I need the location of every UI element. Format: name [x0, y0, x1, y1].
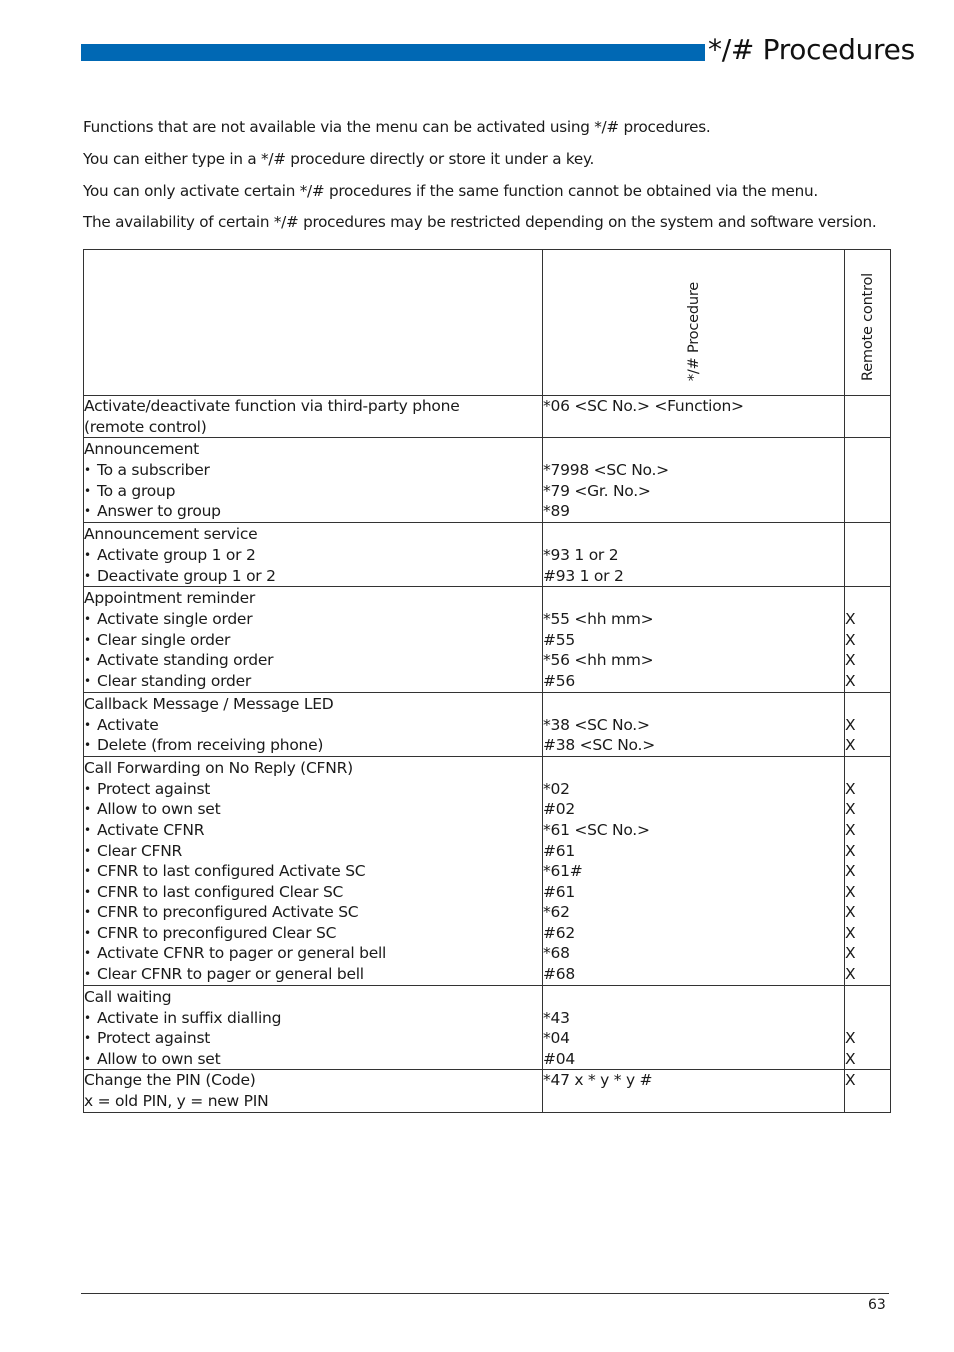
- function-list: [84, 779, 542, 985]
- remote-control-mark: X: [845, 820, 856, 839]
- procedure-code: #04: [543, 1049, 575, 1068]
- procedure-code: *93 1 or 2: [543, 545, 619, 564]
- remote-control-mark: X: [845, 1049, 856, 1068]
- procedure-code: *43: [543, 1008, 570, 1027]
- remote-control-mark: X: [845, 862, 856, 881]
- function-item: • Activate: [84, 715, 542, 736]
- remote-control-mark: X: [845, 1071, 856, 1090]
- function-title: Announcement: [84, 440, 199, 459]
- function-item: • CFNR to preconfigured Clear SC: [84, 923, 542, 944]
- procedure-code: *62: [543, 903, 570, 922]
- remote-control-mark: [845, 1008, 890, 1029]
- remote-control-mark: X: [845, 610, 856, 629]
- function-title: x = old PIN, y = new PIN: [84, 1092, 269, 1111]
- procedure-code: #02: [543, 800, 575, 819]
- remote-control-mark: X: [845, 841, 856, 860]
- remote-control-mark: X: [845, 1029, 856, 1048]
- table-row: [84, 1070, 891, 1112]
- procedure-cell: [543, 587, 845, 692]
- table-row: [84, 438, 891, 523]
- procedure-code: *38 <SC No.>: [543, 715, 650, 734]
- page-number: 63: [868, 1297, 886, 1313]
- function-item: • Allow to own set: [84, 799, 542, 820]
- function-title: Appointment reminder: [84, 589, 255, 608]
- remote-control-mark: X: [845, 651, 856, 670]
- function-item: • Answer to group: [84, 501, 542, 522]
- remote-control-cell: [845, 692, 891, 756]
- procedure-cell: [543, 396, 845, 438]
- footer-divider: [81, 1293, 889, 1294]
- procedure-code: #56: [543, 671, 575, 690]
- table-row: [84, 396, 891, 438]
- function-title: Announcement service: [84, 524, 258, 543]
- table-row: [84, 692, 891, 756]
- remote-control-mark: X: [845, 715, 856, 734]
- remote-control-mark: [845, 545, 890, 566]
- procedure-cell: [543, 438, 845, 523]
- procedure-code: *04: [543, 1029, 570, 1048]
- procedure-code: #61: [543, 882, 575, 901]
- function-title: Call Forwarding on No Reply (CFNR): [84, 758, 353, 777]
- function-item: • Activate standing order: [84, 650, 542, 671]
- intro-paragraph: Functions that are not available via the menu can be activated using */# procedures.: [83, 118, 711, 136]
- function-item: • Protect against: [84, 779, 542, 800]
- function-item: • Clear standing order: [84, 671, 542, 692]
- procedure-code: #93 1 or 2: [543, 566, 624, 585]
- function-cell: [84, 985, 543, 1070]
- remote-control-cell: [845, 396, 891, 438]
- table-row: [84, 756, 891, 985]
- function-cell: [84, 396, 543, 438]
- remote-control-mark: X: [845, 671, 856, 690]
- procedure-code: *61 <SC No.>: [543, 820, 650, 839]
- procedure-code: *47 x * y * y #: [543, 1071, 653, 1090]
- remote-control-mark: X: [845, 779, 856, 798]
- function-cell: [84, 692, 543, 756]
- function-cell: [84, 756, 543, 985]
- remote-control-mark: X: [845, 736, 856, 755]
- procedure-code: *79 <Gr. No.>: [543, 481, 651, 500]
- remote-control-mark: X: [845, 800, 856, 819]
- function-item: • To a subscriber: [84, 460, 542, 481]
- remote-control-cell: [845, 522, 891, 586]
- intro-paragraph: You can either type in a */# procedure directly or store it under a key.: [83, 149, 595, 168]
- procedure-code: #68: [543, 965, 575, 984]
- function-item: • Deactivate group 1 or 2: [84, 566, 542, 587]
- function-item: • Delete (from receiving phone): [84, 735, 542, 756]
- remote-control-mark: X: [845, 923, 856, 942]
- function-list: [84, 609, 542, 691]
- function-item: • Protect against: [84, 1028, 542, 1049]
- table-row: [84, 522, 891, 586]
- function-list: [84, 460, 542, 522]
- function-item: • CFNR to preconfigured Activate SC: [84, 902, 542, 923]
- procedure-code: *55 <hh mm>: [543, 610, 654, 629]
- function-item: • Activate CFNR to pager or general bell: [84, 943, 542, 964]
- procedure-code: *06 <SC No.> <Function>: [543, 397, 744, 415]
- remote-control-mark: X: [845, 630, 856, 649]
- remote-control-mark: [845, 396, 890, 417]
- remote-control-mark: [845, 460, 890, 481]
- header-remote-control: Remote control: [845, 250, 891, 396]
- procedure-cell: [543, 692, 845, 756]
- function-cell: [84, 438, 543, 523]
- function-item: • CFNR to last configured Clear SC: [84, 882, 542, 903]
- function-item: • Clear CFNR to pager or general bell: [84, 964, 542, 985]
- remote-control-cell: [845, 587, 891, 692]
- procedure-code: *68: [543, 944, 570, 963]
- function-item: • Clear CFNR: [84, 841, 542, 862]
- function-item: • Activate single order: [84, 609, 542, 630]
- function-title: (remote control): [84, 417, 207, 436]
- function-cell: [84, 587, 543, 692]
- remote-control-mark: X: [845, 944, 856, 963]
- procedure-cell: [543, 1070, 845, 1112]
- remote-control-mark: X: [845, 882, 856, 901]
- function-item: • To a group: [84, 481, 542, 502]
- function-list: [84, 545, 542, 586]
- function-cell: [84, 522, 543, 586]
- remote-control-cell: [845, 756, 891, 985]
- procedure-code: *02: [543, 779, 570, 798]
- procedure-cell: [543, 985, 845, 1070]
- procedure-cell: [543, 522, 845, 586]
- intro-text: [83, 112, 923, 239]
- function-title: Callback Message / Message LED: [84, 694, 334, 713]
- function-item: • Allow to own set: [84, 1049, 542, 1070]
- intro-paragraph: You can only activate certain */# procedures if the same function cannot be obtained via the menu.: [83, 181, 818, 200]
- intro-paragraph: The availability of certain */# procedures may be restricted depending on the system and software version.: [83, 213, 877, 232]
- function-title: Change the PIN (Code): [84, 1071, 256, 1090]
- remote-control-cell: [845, 438, 891, 523]
- procedure-code: *61#: [543, 862, 583, 881]
- remote-control-mark: X: [845, 903, 856, 922]
- function-item: • Activate in suffix dialling: [84, 1008, 542, 1029]
- remote-control-mark: X: [845, 965, 856, 984]
- function-item: • Activate CFNR: [84, 820, 542, 841]
- function-item: • Activate group 1 or 2: [84, 545, 542, 566]
- table-body: [84, 396, 891, 1113]
- procedure-code: #62: [543, 923, 575, 942]
- procedure-code: *56 <hh mm>: [543, 651, 654, 670]
- procedure-code: *7998 <SC No.>: [543, 461, 669, 480]
- function-title: Call waiting: [84, 987, 172, 1006]
- procedure-code: #55: [543, 630, 575, 649]
- remote-control-mark: [845, 566, 890, 587]
- procedure-code: #38 <SC No.>: [543, 736, 655, 755]
- procedure-cell: [543, 756, 845, 985]
- page-title: */# Procedures: [708, 33, 915, 66]
- function-list: [84, 1008, 542, 1070]
- procedure-code: #61: [543, 841, 575, 860]
- table-row: [84, 587, 891, 692]
- table-header-row: [84, 250, 891, 396]
- header-accent-bar: [81, 44, 705, 61]
- procedures-table: [83, 249, 891, 1113]
- procedure-code: *89: [543, 502, 570, 521]
- function-item: • CFNR to last configured Activate SC: [84, 861, 542, 882]
- function-cell: [84, 1070, 543, 1112]
- header-function: [84, 250, 543, 396]
- remote-control-cell: [845, 1070, 891, 1112]
- table-row: [84, 985, 891, 1070]
- header-procedure: */# Procedure: [543, 250, 845, 396]
- remote-control-mark: [845, 481, 890, 502]
- remote-control-mark: [845, 501, 890, 522]
- function-title: Activate/deactivate function via third-party phone: [84, 397, 460, 415]
- function-item: • Clear single order: [84, 630, 542, 651]
- remote-control-cell: [845, 985, 891, 1070]
- function-list: [84, 715, 542, 756]
